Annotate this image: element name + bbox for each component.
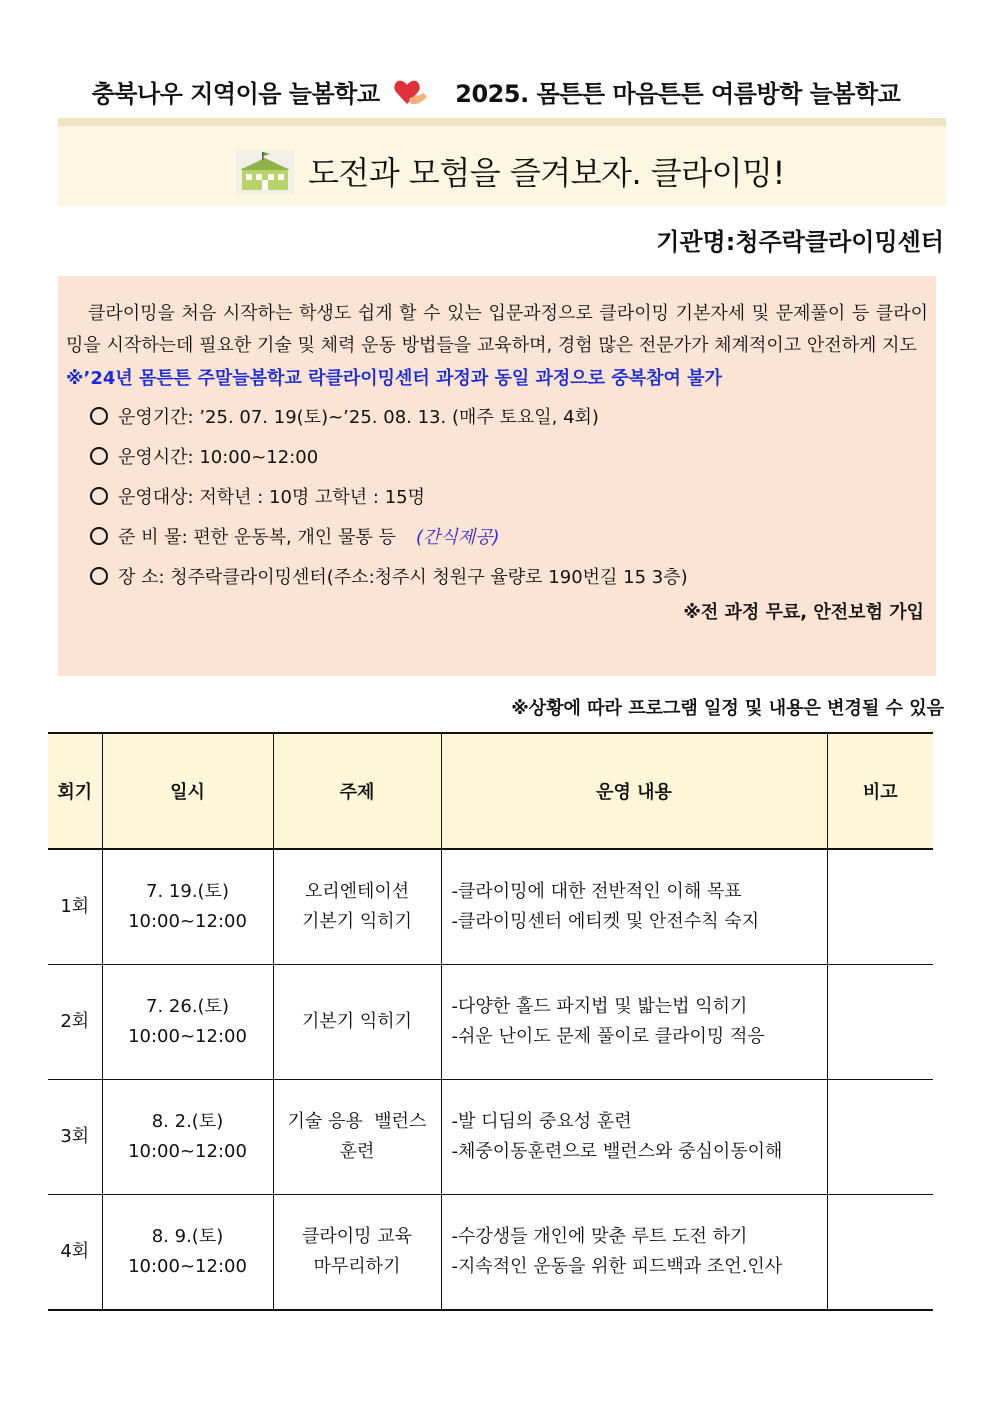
date-cell: [102, 1195, 273, 1311]
note-cell: [827, 1195, 933, 1311]
place-text: 장 소: 청주락클라이밍센터(주소:청주시 청원구 율량로 190번길 15 3층): [118, 567, 688, 588]
table-header-row: [48, 733, 933, 849]
topic-line: 훈련: [339, 1141, 375, 1162]
circle-bullet-icon: [90, 407, 108, 425]
page-title: 도전과 모험을 즐겨보자. 클라이밍!: [308, 154, 785, 192]
topic-cell: [273, 1080, 441, 1195]
heart-hand-icon: [393, 77, 429, 113]
topic-cell: [273, 965, 441, 1080]
table-row: [48, 849, 933, 965]
content-line: -클라이밍에 대한 전반적인 이해 목표: [451, 881, 742, 902]
date-cell: [102, 1080, 273, 1195]
target-row: [66, 478, 928, 518]
date-text: 8. 9.(토): [151, 1226, 224, 1247]
topic-line: 기본기 익히기: [301, 1011, 413, 1032]
note-cell: [827, 965, 933, 1080]
intro-text: 클라이밍을 처음 시작하는 학생도 쉽게 할 수 있는 입문과정으로 클라이밍 기본자세 및 문제풀이 등 클라이밍을 시작하는데 필요한 기술 및 체력 운동 방법들을 교육하며, 경험 많은 전문가가 체계적이고 안전하게 지도: [66, 303, 928, 356]
date-text: 8. 2.(토): [151, 1111, 224, 1132]
content-cell: [441, 965, 827, 1080]
topic-line: 오리엔테이션: [304, 881, 410, 902]
content-line: -지속적인 운동을 위한 피드백과 조언.인사: [451, 1256, 783, 1277]
time-text: 10:00~12:00: [128, 1256, 247, 1277]
snack-note: (간식제공): [415, 527, 500, 548]
table-row: [48, 1195, 933, 1311]
topic-cell: [273, 849, 441, 965]
date-text: 7. 19.(토): [146, 881, 229, 902]
supplies-row: [66, 518, 928, 558]
table-row: [48, 1080, 933, 1195]
schedule-table: [48, 732, 933, 1311]
circle-bullet-icon: [90, 447, 108, 465]
circle-bullet-icon: [90, 527, 108, 545]
header-note: 비고: [827, 733, 933, 849]
time-text: 10:00~12:00: [128, 1026, 247, 1047]
content-line: -쉬운 난이도 문제 풀이로 클라이밍 적응: [451, 1026, 765, 1047]
content-line: -체중이동훈련으로 밸런스와 중심이동이해: [451, 1141, 783, 1162]
session-cell: 4회: [48, 1195, 102, 1311]
content-line: -수강생들 개인에 맞춘 루트 도전 하기: [451, 1226, 748, 1247]
date-cell: [102, 965, 273, 1080]
agency-name: 기관명:청주락클라이밍센터: [656, 228, 944, 256]
header-line: [0, 74, 992, 113]
header-left: 충북나우 지역이음 늘봄학교: [91, 80, 380, 108]
content-line: -다양한 홀드 파지법 및 밟는법 익히기: [451, 996, 748, 1017]
time-text: 10:00~12:00: [128, 911, 247, 932]
school-icon: [236, 150, 294, 198]
period-text: 운영기간: ’25. 07. 19(토)~’25. 08. 13. (매주 토요일, 4회): [118, 407, 599, 428]
content-cell: [441, 1195, 827, 1311]
topic-cell: [273, 1195, 441, 1311]
header-session: 회기: [48, 733, 102, 849]
header-content: 운영 내용: [441, 733, 827, 849]
note-cell: [827, 849, 933, 965]
note-cell: [827, 1080, 933, 1195]
table-row: [48, 965, 933, 1080]
place-row: [66, 558, 928, 598]
date-cell: [102, 849, 273, 965]
circle-bullet-icon: [90, 567, 108, 585]
info-box: [58, 276, 936, 676]
content-cell: [441, 849, 827, 965]
supplies-text: 준 비 물: 편한 운동복, 개인 물통 등: [118, 527, 396, 548]
time-text: 10:00~12:00: [128, 1141, 247, 1162]
free-note: ※전 과정 무료, 안전보험 가입: [683, 602, 924, 623]
content-cell: [441, 1080, 827, 1195]
topic-line: 기본기 익히기: [301, 911, 413, 932]
title-band: [58, 118, 946, 206]
header-right: 2025. 몸튼튼 마음튼튼 여름방학 늘봄학교: [455, 80, 901, 108]
circle-bullet-icon: [90, 487, 108, 505]
change-note: ※상황에 따라 프로그램 일정 및 내용은 변경될 수 있음: [511, 698, 944, 719]
time-text: 운영시간: 10:00~12:00: [118, 447, 319, 468]
topic-line: 클라이밍 교육: [301, 1226, 413, 1247]
topic-line: 기술 응용 밸런스: [287, 1111, 427, 1132]
time-row: [66, 438, 928, 478]
topic-line: 마무리하기: [313, 1256, 401, 1277]
header-date: 일시: [102, 733, 273, 849]
content-line: -클라이밍센터 에티켓 및 안전수칙 숙지: [451, 911, 760, 932]
header-topic: 주제: [273, 733, 441, 849]
session-cell: 2회: [48, 965, 102, 1080]
period-row: [66, 398, 928, 438]
notice-text: ※’24년 몸튼튼 주말늘봄학교 락클라이밍센터 과정과 동일 과정으로 중복참여 불가: [66, 368, 722, 389]
content-line: -발 디딤의 중요성 훈련: [451, 1111, 632, 1132]
date-text: 7. 26.(토): [146, 996, 229, 1017]
session-cell: 3회: [48, 1080, 102, 1195]
session-cell: 1회: [48, 849, 102, 965]
target-text: 운영대상: 저학년 : 10명 고학년 : 15명: [118, 487, 425, 508]
